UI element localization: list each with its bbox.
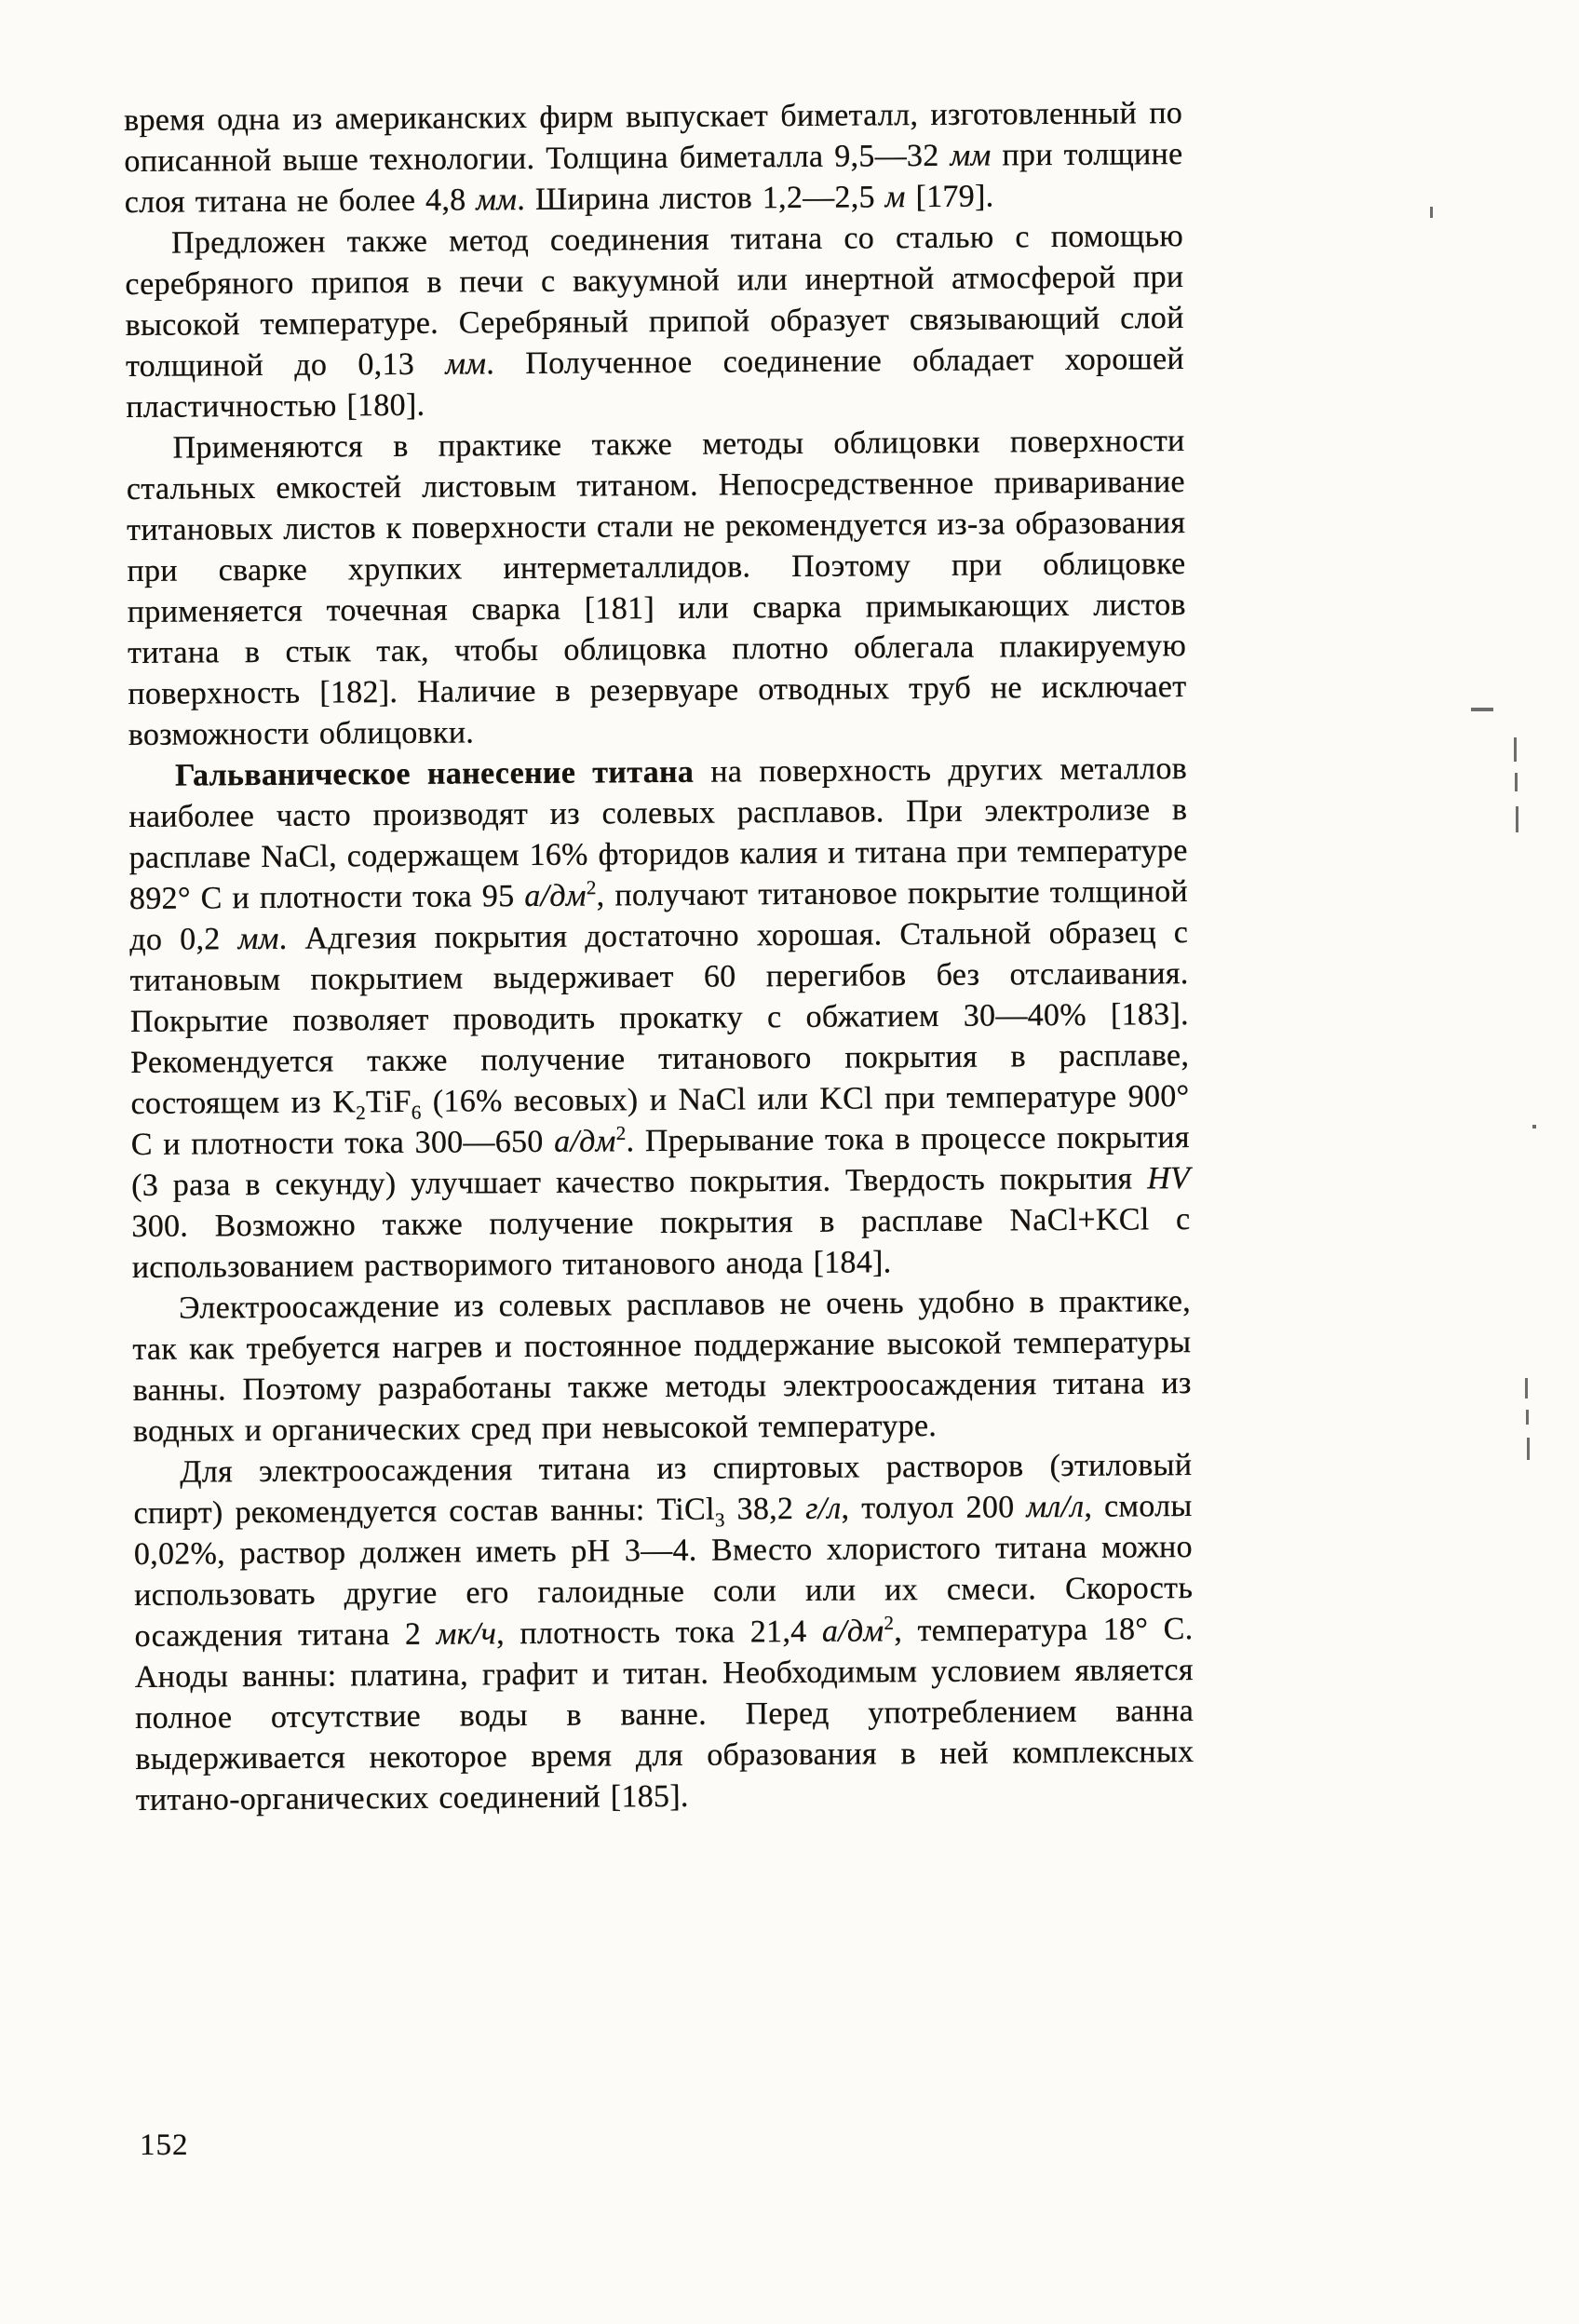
text-run: 300. Возможно также получение покрытия в расплаве NaCl+KCl с использованием растворимого титанового анода [184]. (131, 1202, 1191, 1285)
text-run: а/дм (554, 1124, 616, 1159)
text-run: Электроосаждение из солевых расплавов не очень удобно в практике, так как требуется нагрев и постоянное поддержание высокой температуры ванны. Поэтому разработаны также методы электроосаждения титана из водных и органических сред при невысокой температуре. (132, 1284, 1192, 1449)
text-run: [179]. (905, 179, 994, 215)
text-run: мм (476, 182, 518, 218)
text-block (124, 93, 1194, 1821)
text-run: HV (1147, 1161, 1191, 1196)
text-run: . Полученное соединение обладает хорошей пластичностью [180]. (126, 342, 1185, 425)
text-run: (16% весовых) и NaCl или KCl при температуре 900° С и плотности тока 300—650 (130, 1079, 1190, 1162)
text-run: , температура 18° С. Аноды ванны: платина, графит и титан. Необходимым условием является полное отсутствие воды в ванне. Перед употреблением ванна выдерживается некоторое время для образования в ней комплексных титано-органических соединений [185]. (134, 1612, 1194, 1817)
paragraph (124, 93, 1183, 223)
text-run: , плотность тока 21,4 (496, 1614, 823, 1652)
scan-artifact-dash (1471, 708, 1493, 711)
scan-artifact-mark (1525, 1378, 1528, 1398)
scan-artifact-mark (1514, 737, 1517, 762)
text-run: 3 (714, 1508, 725, 1532)
scan-artifact-mark (1532, 1125, 1536, 1128)
paragraph (128, 749, 1191, 1289)
text-run: мм (237, 921, 279, 957)
text-run: Гальваническое нанесение титана (174, 754, 695, 793)
paragraph (132, 1281, 1192, 1452)
text-run: на поверхность других металлов наиболее часто производят из солевых расплавов. При электролизе в расплаве NaCl, содержащем 16% фторидов калия и титана при температуре 892° С и плотности тока 95 (128, 751, 1188, 916)
text-run: 38,2 (724, 1491, 806, 1527)
text-run: а/дм (524, 878, 587, 914)
text-run: , толуол 200 (841, 1490, 1027, 1526)
page-number: 152 (140, 2128, 189, 2162)
text-run: при толщине слоя титана не более 4,8 (124, 137, 1183, 220)
text-run: мм (445, 346, 487, 382)
text-run: Предложен также метод соединения титана со сталью с помощью серебряного припоя в печи с вакуумной или инертной атмосферой при высокой температуре. Серебряный припой образует связывающий слой толщиной до 0,13 (125, 219, 1184, 384)
text-run: мл/л (1026, 1489, 1085, 1525)
text-run: 2 (615, 1121, 627, 1145)
text-run: , получают титановое покрытие толщиной до 0,2 (129, 874, 1189, 957)
paragraph (125, 216, 1185, 428)
text-run: TiF (365, 1084, 412, 1120)
text-run: а/дм (821, 1614, 884, 1649)
text-run: 2 (884, 1611, 895, 1635)
text-run: время одна из американских фирм выпускает биметалл, изготовленный по описанной выше технологии. Толщина биметалла 9,5—32 (124, 96, 1183, 179)
text-run: . Прерывание тока в процессе покрытия (3 раза в секунду) улучшает качество покрытия. Твердость покрытия (131, 1120, 1190, 1203)
paragraph (126, 421, 1186, 756)
scan-artifact-mark (1430, 207, 1433, 218)
text-run: Применяются в практике также методы облицовки поверхности стальных емкостей листовым титаном. Непосредственное приваривание титановых листов к поверхности стали не рекомендуется из-за образования при сварке хрупких интерметаллидов. Поэтому при облицовке применяется точечная сварка [181] или сварка примыкающих листов титана в стык так, чтобы облицовка плотно облегала плакируемую поверхность [182]. Наличие в резервуаре отводных труб не исключает возможности облицовки. (126, 424, 1187, 752)
paragraph (133, 1445, 1194, 1821)
scan-artifact-mark (1527, 1438, 1530, 1460)
scan-artifact-mark (1515, 773, 1518, 791)
scan-artifact-mark (1516, 806, 1518, 832)
text-run: , смолы 0,02%, раствор должен иметь pH 3—4. Вместо хлористого титана можно использовать другие его галоидные соли или их смеси. Скорость осаждения титана 2 (133, 1489, 1194, 1654)
text-run: 2 (586, 876, 597, 899)
text-run: . Ширина листов 1,2—2,5 (517, 180, 885, 218)
text-run: мм (950, 138, 992, 173)
text-run: Для электроосаждения титана из спиртовых растворов (этиловый спирт) рекомендуется состав ванны: TiCl (133, 1448, 1193, 1531)
text-run: 6 (411, 1101, 422, 1124)
text-run: м (884, 180, 906, 215)
scan-artifact-mark (1526, 1410, 1529, 1425)
text-run: . Адгезия покрытия достаточно хорошая. Стальной образец с титановым покрытием выдерживает 60 перегибов без отслаивания. Покрытие позволяет проводить прокатку с обжатием 30—40% [183]. Рекомендуется также получение титанового покрытия в расплаве, состоящем из K (129, 915, 1190, 1121)
text-run: мк/ч (436, 1616, 497, 1652)
text-run: г/л (805, 1491, 842, 1526)
text-run: 2 (356, 1101, 367, 1125)
